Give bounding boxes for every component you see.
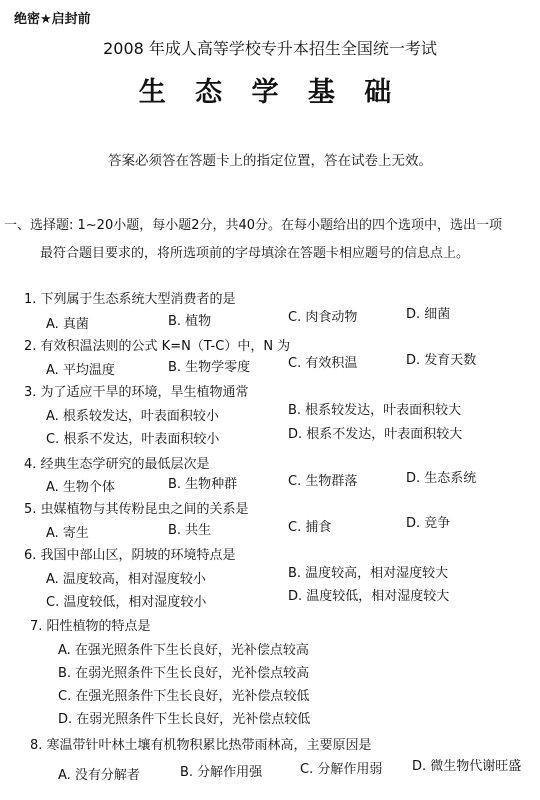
question-1-option-c: C. 肉食动物 [288,310,358,325]
question-2-option-a: A. 平均温度 [46,363,115,378]
question-5-option-d: D. 竞争 [406,516,451,531]
question-4-option-a: A. 生物个体 [46,480,115,495]
question-4-option-d: D. 生态系统 [406,471,477,486]
subject-title: 生 态 学 基 础 [138,77,402,108]
question-5-option-b: B. 共生 [168,523,212,538]
question-7-option-c: C. 在强光照条件下生长良好，光补偿点较低 [58,689,310,704]
question-8-option-a: A. 没有分解者 [58,768,140,783]
question-2-option-d: D. 发育天数 [406,353,477,368]
question-8-option-c: C. 分解作用弱 [300,762,383,777]
section-instruction-line-1: 一、选择题: 1~20小题，每小题2分，共40分。在每小题给出的四个选项中，选出一项 [4,218,503,233]
question-3-option-b: B. 根系较发达，叶表面积较大 [288,403,462,418]
question-8-stem: 8. 寒温带针叶林土壤有机物积累比热带雨林高，主要原因是 [30,738,372,753]
secret-mark: 绝密★启封前 [14,12,91,27]
answer-notice: 答案必须答在答题卡上的指定位置，答在试卷上无效。 [108,153,432,169]
question-6-option-d: D. 温度较低，相对湿度较大 [288,589,450,604]
question-6-option-c: C. 温度较低，相对湿度较小 [46,595,207,610]
question-4-option-b: B. 生物种群 [168,477,238,492]
question-6-option-a: A. 温度较高，相对湿度较小 [46,572,206,587]
question-7-option-d: D. 在弱光照条件下生长良好，光补偿点较低 [58,712,311,727]
question-3-option-c: C. 根系不发达，叶表面积较小 [46,432,220,447]
question-2-stem: 2. 有效积温法则的公式 K=N（T-C）中，N 为 [24,339,291,354]
question-1-option-b: B. 植物 [168,314,212,329]
question-5-stem: 5. 虫媒植物与其传粉昆虫之间的关系是 [24,502,249,517]
question-4-option-c: C. 生物群落 [288,474,358,489]
question-2-option-b: B. 生物学零度 [168,360,251,375]
question-2-option-c: C. 有效积温 [288,356,358,371]
question-5-option-a: A. 寄生 [46,526,89,541]
question-3-option-d: D. 根系不发达，叶表面积较大 [288,427,463,442]
question-6-stem: 6. 我国中部山区，阴坡的环境特点是 [24,548,236,563]
question-3-option-a: A. 根系较发达，叶表面积较小 [46,409,219,424]
question-7-stem: 7. 阳性植物的特点是 [30,619,151,634]
question-1-stem: 1. 下列属于生态系统大型消费者的是 [24,292,236,307]
exam-title: 2008 年成人高等学校专升本招生全国统一考试 [103,39,437,58]
section-instruction-line-2: 最符合题目要求的，将所选项前的字母填涂在答题卡相应题号的信息点上。 [40,246,470,261]
question-7-option-a: A. 在强光照条件下生长良好，光补偿点较高 [58,643,309,658]
question-6-option-b: B. 温度较高，相对湿度较大 [288,566,449,581]
question-4-stem: 4. 经典生态学研究的最低层次是 [24,457,210,472]
question-8-option-b: B. 分解作用强 [180,765,263,780]
question-5-option-c: C. 捕食 [288,520,332,535]
question-7-option-b: B. 在弱光照条件下生长良好，光补偿点较高 [58,666,310,681]
question-8-option-d: D. 微生物代谢旺盛 [412,759,522,774]
question-3-stem: 3. 为了适应干旱的环境，旱生植物通常 [24,385,249,400]
question-1-option-d: D. 细菌 [406,307,451,322]
question-1-option-a: A. 真菌 [46,317,89,332]
